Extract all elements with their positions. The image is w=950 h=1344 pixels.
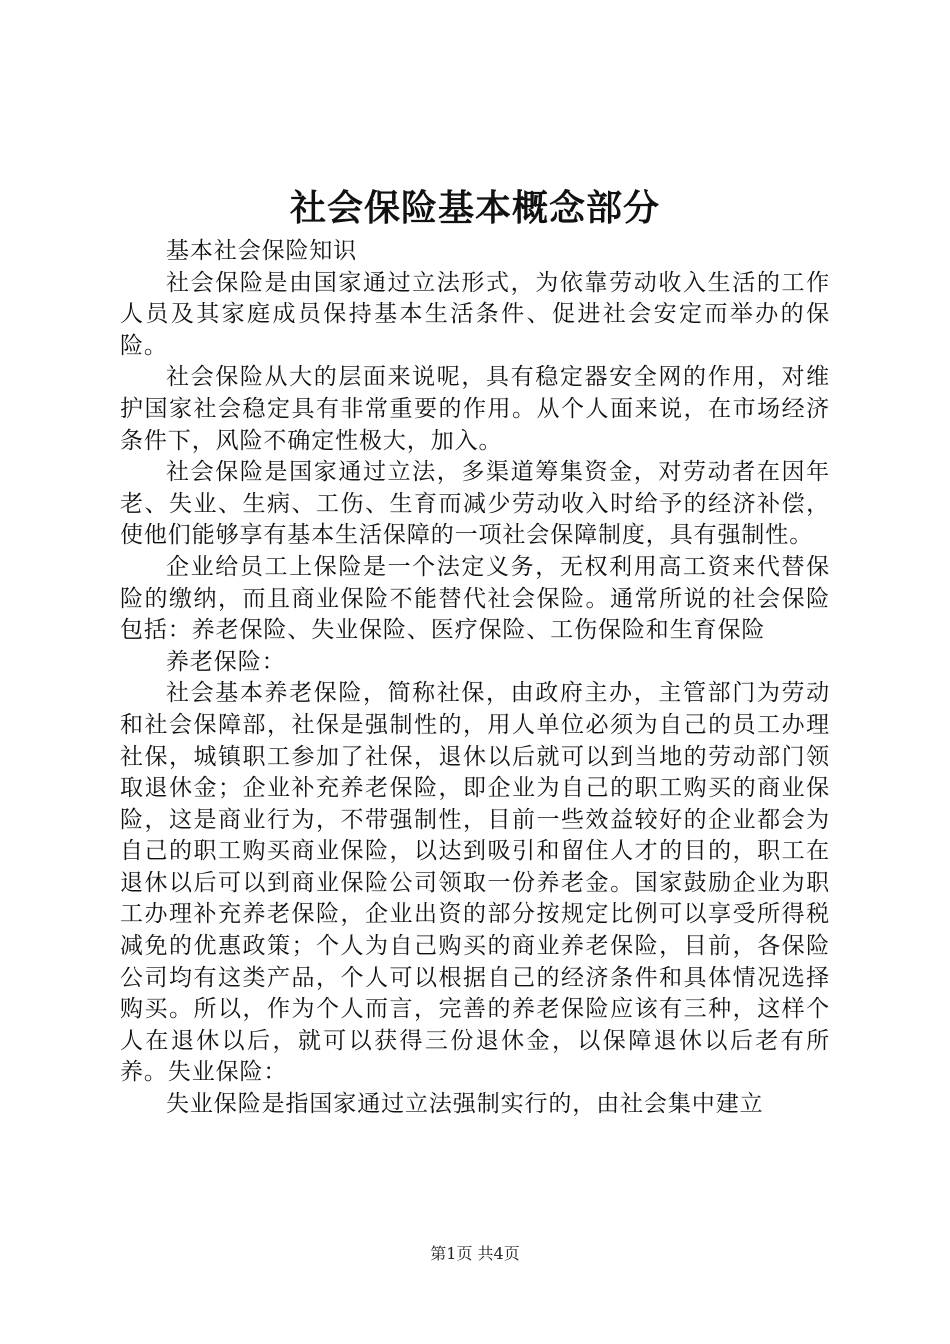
- paragraph: 企业给员工上保险是一个法定义务，无权利用高工资来代替保险的缴纳，而且商业保险不能替代社会保险。通常所说的社会保险包括：养老保险、失业保险、医疗保险、工伤保险和生育保险: [120, 553, 830, 644]
- paragraph-subheading-pension: 养老保险：: [166, 648, 286, 675]
- page-footer: [0, 1244, 950, 1264]
- paragraph-section-heading: 基本社会保险知识: [166, 238, 358, 264]
- paragraph: 社会保险从大的层面来说呢，具有稳定器安全网的作用，对维护国家社会稳定具有非常重要的作用。从个人面来说，在市场经济条件下，风险不确定性极大，加入。: [120, 364, 830, 454]
- paragraph: 失业保险是指国家通过立法强制实行的，由社会集中建立: [166, 1091, 764, 1118]
- paragraph: 社会基本养老保险，简称社保，由政府主办，主管部门为劳动和社会保障部，社保是强制性的，用人单位必须为自己的员工办理社保，城镇职工参加了社保，退休以后就可以到当地的劳动部门领取退休金；企业补充养老保险，即企业为自己的职工购买的商业保险，这是商业行为，不带强制性，目前一些效益较好的企业都会为自己的职工购买商业保险，以达到吸引和留住人才的目的，职工在退休以后可以到商业保险公司领取一份养老金。国家鼓励企业为职工办理补充养老保险，企业出资的部分按规定比例可以享受所得税减免的优惠政策；个人为自己购买的商业养老保险，目前，各保险公司均有这类产品，个人可以根据自己的经济条件和具体情况选择购买。所以，作为个人而言，完善的养老保险应该有三种，这样个人在退休以后，就可以获得三份退休金，以保障退休以后老有所养。失业保险：: [120, 680, 830, 1086]
- page-title: 社会保险基本概念部分: [289, 187, 660, 229]
- page-number: 第1页 共4页: [430, 1244, 520, 1263]
- paragraph: 社会保险是由国家通过立法形式，为依靠劳动收入生活的工作人员及其家庭成员保持基本生活条件、促进社会安定而举办的保险。: [120, 269, 830, 359]
- paragraph: 社会保险是国家通过立法，多渠道筹集资金，对劳动者在因年老、失业、生病、工伤、生育而减少劳动收入时给予的经济补偿，使他们能够享有基本生活保障的一项社会保障制度，具有强制性。: [120, 459, 830, 549]
- document-body: [120, 236, 830, 1121]
